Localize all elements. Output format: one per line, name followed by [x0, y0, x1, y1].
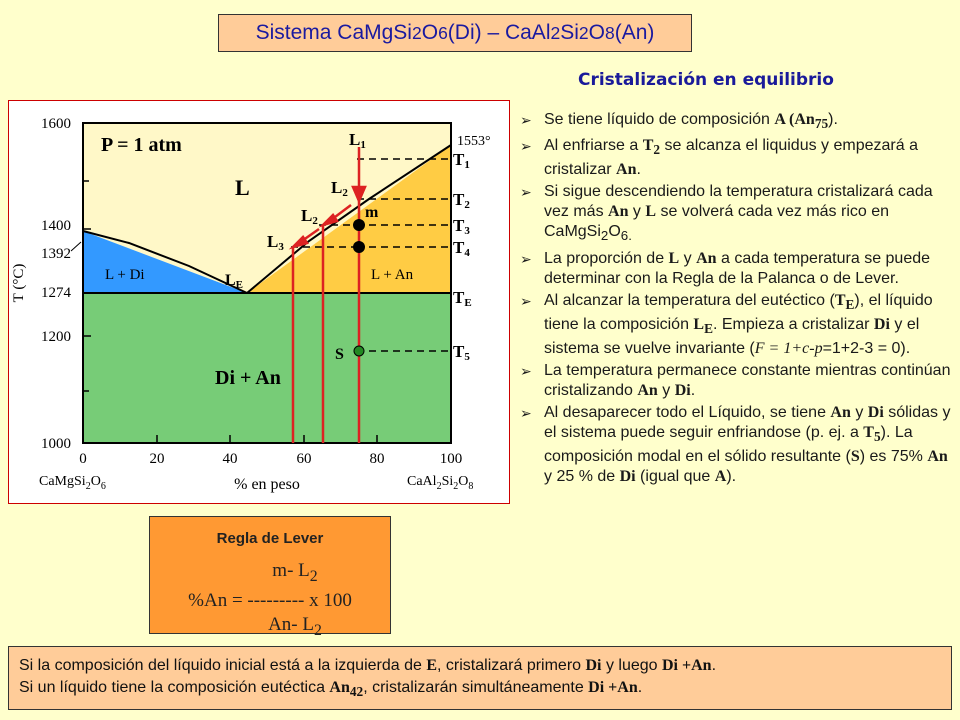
x-tick-20: 20 [149, 451, 165, 467]
list-item: ➢ Si sigue descendiendo la temperatura cristalizará cada vez más An y L se volverá cada vez más rico en $CaMgSi_2O_{6.}$ [520, 183, 933, 244]
footer-note [8, 646, 952, 710]
arrow-bullet-icon: ➢ [520, 138, 532, 155]
arrow-bullet-icon: ➢ [520, 362, 532, 379]
arrow-bullet-icon: ➢ [520, 112, 532, 128]
list-item: ➢ Al desaparecer todo el Líquido, se tiene An y Di sólidas y el sistema puede seguir enfriandose (p. ej. a $T_5$). La composición modal en el sólido resultante (S) es 75% An y 25 % de Di (igual que A). [520, 403, 951, 486]
label-t2: T2 [453, 190, 470, 211]
x-tick-0: 0 [79, 451, 87, 467]
arrow-bullet-icon: ➢ [520, 404, 532, 421]
x-axis-label: % en peso [234, 476, 300, 493]
y-tick-1200: 1200 [41, 329, 71, 345]
point-s [354, 346, 364, 356]
label-l1: L1 [349, 130, 366, 151]
pressure-label: P = 1 atm [101, 134, 182, 156]
x-tick-60: 60 [296, 451, 312, 467]
list-item: ➢ La temperatura permanece constante mientras continúan cristalizando An y Di. [520, 361, 951, 399]
y-tick-1392: 1392 [41, 246, 71, 262]
y-tick-1000: 1000 [41, 436, 71, 452]
label-t1: T1 [453, 150, 470, 171]
footer-line-2: Si un líquido tiene la composición eutéctica $An_{42}$, cristalizarán simultáneamente Di +An. [19, 679, 643, 700]
y-tick-1274: 1274 [41, 285, 71, 301]
lever-equation: %An = --------- x 100 [188, 589, 352, 611]
field-label-l: L [235, 175, 250, 200]
arrow-bullet-icon: ➢ [520, 292, 532, 309]
list-item: ➢ La proporción de L y An a cada temperatura se puede determinar con la Regla de la Palanca o de Lever. [520, 249, 931, 287]
eutectic-point-label: LE [225, 272, 244, 291]
label-l2-a: L2 [331, 178, 348, 199]
footer-line-1: Si la composición del líquido inicial está a la izquierda de E, cristalizará primero Di y luego Di +An. [19, 657, 717, 674]
phase-diagram [8, 100, 510, 504]
x-right-endmember: $CaAl_2Si_2O_8$ [407, 474, 474, 492]
x-tick-40: 40 [222, 451, 238, 467]
point-m-label: m [365, 204, 379, 221]
x-tick-100: 100 [439, 451, 463, 467]
y-tick-1600: 1600 [41, 116, 71, 132]
label-te: TE [453, 288, 472, 309]
page-title: Sistema CaMgSi 2 O 6 (Di) – CaAl 2 Si 2 O 8 (An) [218, 14, 692, 52]
explanation-list [520, 110, 960, 489]
list-item: ➢ Se tiene líquido de composición A $(An_{75})$. [520, 111, 838, 132]
phase-diagram-svg [9, 101, 509, 503]
label-t4: T4 [453, 238, 470, 259]
point-s-label: S [335, 346, 344, 363]
section-subtitle: Cristalización en equilibrio [578, 70, 834, 90]
label-t3: T3 [453, 216, 470, 237]
field-label-l-di: L + Di [105, 267, 145, 283]
field-label-di-an: Di + An [215, 367, 281, 389]
lever-rule-title: Regla de Lever [216, 530, 324, 547]
x-left-endmember: $CaMgSi_2O_6$ [39, 474, 106, 492]
label-l3: L3 [267, 232, 284, 253]
lever-rule-formula [158, 559, 382, 643]
list-item: ➢ Al alcanzar la temperatura del eutéctico $(T_E)$, el líquido tiene la composición $L_E$. Empieza a cristalizar Di y el sistema se vuelve invariante (F = 1+c-p=1+2-3 = 0). [520, 291, 933, 357]
lever-denominator: An- $L_2$ [268, 613, 322, 639]
label-l2-b: L2 [301, 206, 318, 227]
label-t5: T5 [453, 342, 470, 363]
melting-point-an: 1553° [457, 134, 491, 149]
arrow-bullet-icon: ➢ [520, 250, 532, 267]
x-tick-80: 80 [369, 451, 385, 467]
point-t4 [353, 241, 365, 253]
lever-numerator: m- $L_2$ [272, 560, 318, 585]
lever-rule-box [149, 516, 391, 639]
arrow-bullet-icon: ➢ [520, 184, 532, 201]
field-label-l-an: L + An [371, 267, 414, 283]
y-tick-1400: 1400 [41, 218, 71, 234]
list-item: ➢ Al enfriarse a $T_2$ se alcanza el liquidus y empezará a cristalizar An. [520, 137, 918, 179]
y-axis-label: T (°C) [11, 263, 27, 303]
point-t3 [353, 219, 365, 231]
